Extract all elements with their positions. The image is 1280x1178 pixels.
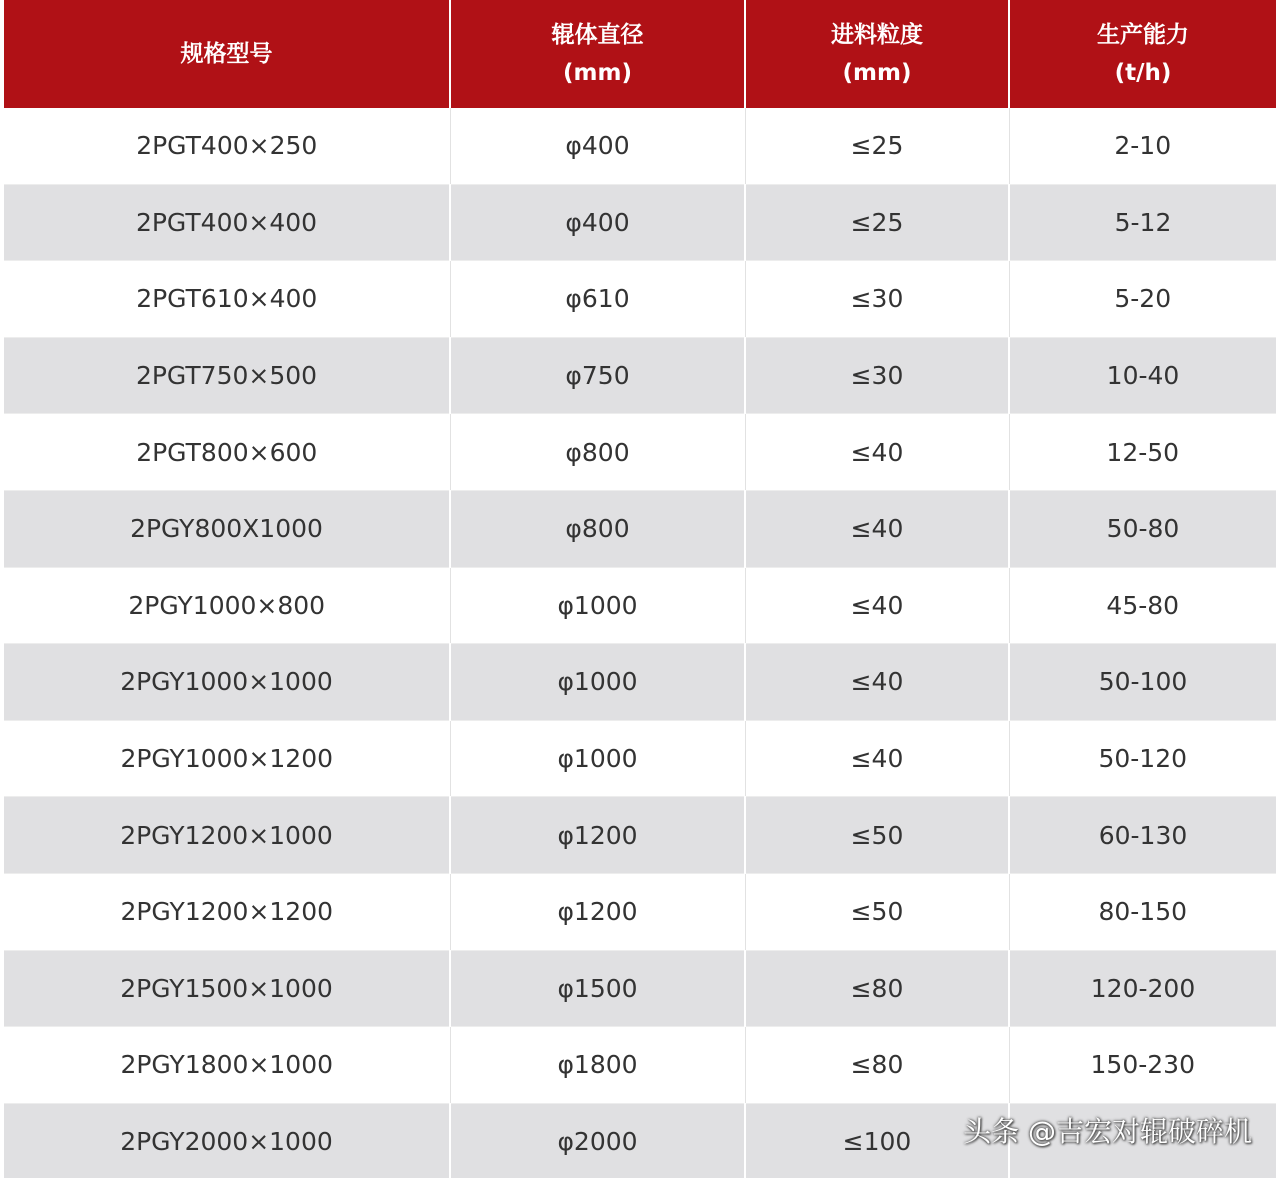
cell-roller-diameter: φ1500 [450, 950, 745, 1027]
cell-feed-size: ≤100 [745, 1103, 1009, 1178]
table-row [4, 720, 1276, 797]
cell-feed-size: ≤50 [745, 797, 1009, 874]
cell-capacity: 50-80 [1009, 490, 1276, 567]
cell-model: 2PGY1200×1000 [4, 797, 450, 874]
cell-feed-size: ≤80 [745, 1027, 1009, 1104]
cell-feed-size: ≤25 [745, 108, 1009, 184]
header-feed-size-unit: (mm) [842, 60, 912, 86]
cell-roller-diameter: φ800 [450, 490, 745, 567]
cell-roller-diameter: φ1200 [450, 797, 745, 874]
cell-roller-diameter: φ610 [450, 261, 745, 338]
cell-model: 2PGY1800×1000 [4, 1027, 450, 1104]
cell-capacity: 120-200 [1009, 950, 1276, 1027]
cell-feed-size: ≤40 [745, 567, 1009, 644]
cell-roller-diameter: φ1000 [450, 567, 745, 644]
cell-roller-diameter: φ800 [450, 414, 745, 491]
cell-roller-diameter: φ2000 [450, 1103, 745, 1178]
cell-roller-diameter: φ750 [450, 337, 745, 414]
table-row [4, 797, 1276, 874]
table-row [4, 261, 1276, 338]
header-capacity [1009, 0, 1276, 108]
cell-feed-size: ≤30 [745, 261, 1009, 338]
cell-feed-size: ≤40 [745, 414, 1009, 491]
table-row [4, 950, 1276, 1027]
header-roller-diameter-unit: (mm) [563, 60, 632, 86]
header-feed-size-title: 进料粒度 [831, 22, 923, 48]
cell-capacity: 2-10 [1009, 108, 1276, 184]
header-row [4, 0, 1276, 108]
cell-capacity: 60-130 [1009, 797, 1276, 874]
table-row [4, 108, 1276, 184]
header-capacity-unit: (t/h) [1114, 60, 1172, 86]
table-row [4, 337, 1276, 414]
header-roller-diameter [450, 0, 745, 108]
cell-roller-diameter: φ1000 [450, 644, 745, 721]
cell-capacity: 80-150 [1009, 873, 1276, 950]
table-row [4, 1027, 1276, 1104]
table-row [4, 567, 1276, 644]
cell-model: 2PGT610×400 [4, 261, 450, 338]
header-model-title: 规格型号 [180, 41, 273, 67]
table-header [4, 0, 1276, 108]
table-row [4, 184, 1276, 261]
table-row [4, 414, 1276, 491]
cell-roller-diameter: φ1800 [450, 1027, 745, 1104]
cell-feed-size: ≤30 [745, 337, 1009, 414]
table-body [4, 108, 1276, 1178]
cell-model: 2PGY1000×1000 [4, 644, 450, 721]
cell-model: 2PGT750×500 [4, 337, 450, 414]
cell-model: 2PGY1200×1200 [4, 873, 450, 950]
header-model [4, 0, 450, 108]
cell-roller-diameter: φ1200 [450, 873, 745, 950]
watermark: 头条 @吉宏对辊破碎机 [963, 1115, 1252, 1148]
cell-model: 2PGY1500×1000 [4, 950, 450, 1027]
table-row [4, 644, 1276, 721]
cell-roller-diameter: φ400 [450, 184, 745, 261]
cell-capacity: 5-20 [1009, 261, 1276, 338]
cell-model: 2PGY800X1000 [4, 490, 450, 567]
cell-capacity: 5-12 [1009, 184, 1276, 261]
cell-model: 2PGY2000×1000 [4, 1103, 450, 1178]
cell-model: 2PGY1000×800 [4, 567, 450, 644]
cell-feed-size: ≤40 [745, 490, 1009, 567]
cell-capacity: 50-100 [1009, 644, 1276, 721]
cell-capacity: 45-80 [1009, 567, 1276, 644]
cell-model: 2PGT400×250 [4, 108, 450, 184]
cell-model: 2PGT400×400 [4, 184, 450, 261]
spec-table [4, 0, 1276, 1178]
table-row [4, 873, 1276, 950]
table-row [4, 490, 1276, 567]
cell-feed-size: ≤40 [745, 720, 1009, 797]
cell-roller-diameter: φ400 [450, 108, 745, 184]
cell-capacity: 10-40 [1009, 337, 1276, 414]
cell-model: 2PGT800×600 [4, 414, 450, 491]
cell-feed-size: ≤50 [745, 873, 1009, 950]
header-capacity-title: 生产能力 [1097, 22, 1189, 48]
cell-feed-size: ≤25 [745, 184, 1009, 261]
header-roller-diameter-title: 辊体直径 [551, 22, 644, 48]
cell-feed-size: ≤80 [745, 950, 1009, 1027]
cell-capacity: 50-120 [1009, 720, 1276, 797]
header-feed-size [745, 0, 1009, 108]
cell-feed-size: ≤40 [745, 644, 1009, 721]
cell-model: 2PGY1000×1200 [4, 720, 450, 797]
cell-capacity: 150-230 [1009, 1027, 1276, 1104]
cell-capacity: 12-50 [1009, 414, 1276, 491]
cell-roller-diameter: φ1000 [450, 720, 745, 797]
